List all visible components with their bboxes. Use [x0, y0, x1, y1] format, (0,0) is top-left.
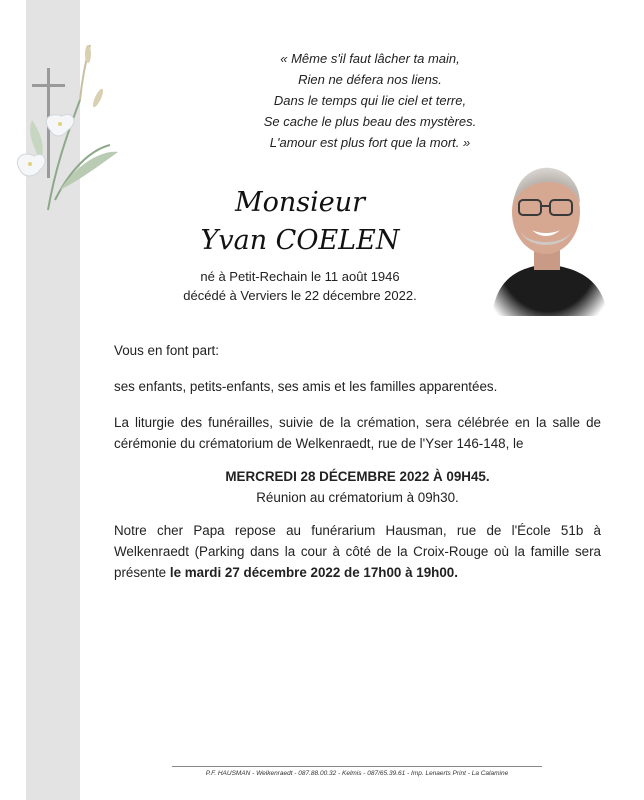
poem	[200, 48, 540, 153]
civility: Monsieur	[234, 187, 366, 218]
meeting-text: Réunion au crématorium à 09h30.	[256, 490, 459, 505]
footer-divider	[172, 766, 542, 767]
intro-text: Vous en font part:	[114, 343, 219, 358]
poem-line: L'amour est plus fort que la mort. »	[269, 135, 471, 150]
death-line: décédé à Verviers le 22 décembre 2022.	[183, 288, 417, 303]
lily-cross-icon	[10, 40, 120, 220]
deceased-title	[175, 185, 425, 261]
announcement-body	[114, 340, 601, 583]
deceased-name: Yvan COELEN	[200, 225, 400, 256]
liturgy-text: La liturgie des funérailles, suivie de la crémation, sera célébrée en la salle de cérémonie du crématorium de Welkenraedt, rue de l'Yser 146-148, le	[114, 415, 601, 451]
poem-line: Rien ne défera nos liens.	[298, 72, 442, 87]
poem-line: Dans le temps qui lie ciel et terre,	[273, 93, 467, 108]
visitation-time: le mardi 27 décembre 2022 de 17h00 à 19h00.	[169, 565, 458, 580]
visitation-details: Notre cher Papa repose au funérarium Hausman, rue de l'École 51b à Welkenraedt (Parking dans la cour à côté de la Croix-Rouge où la famille sera présente	[114, 523, 601, 580]
footer-credits: P.F. HAUSMAN - Welkenraedt - 087.88.00.32 - Kelmis - 087/65.39.61 - Imp. Lenaerts Print - La Calamine	[205, 770, 509, 777]
life-dates	[160, 267, 440, 305]
poem-line: « Même s'il faut lâcher ta main,	[280, 51, 460, 66]
birth-line: né à Petit-Rechain le 11 août 1946	[200, 269, 400, 284]
portrait-photo	[486, 160, 610, 316]
ceremony-date: MERCREDI 28 DÉCEMBRE 2022 À 09H45.	[225, 469, 490, 484]
family-text: ses enfants, petits-enfants, ses amis et les familles apparentées.	[114, 379, 498, 394]
poem-line: Se cache le plus beau des mystères.	[263, 114, 477, 129]
visitation-text	[114, 520, 601, 583]
